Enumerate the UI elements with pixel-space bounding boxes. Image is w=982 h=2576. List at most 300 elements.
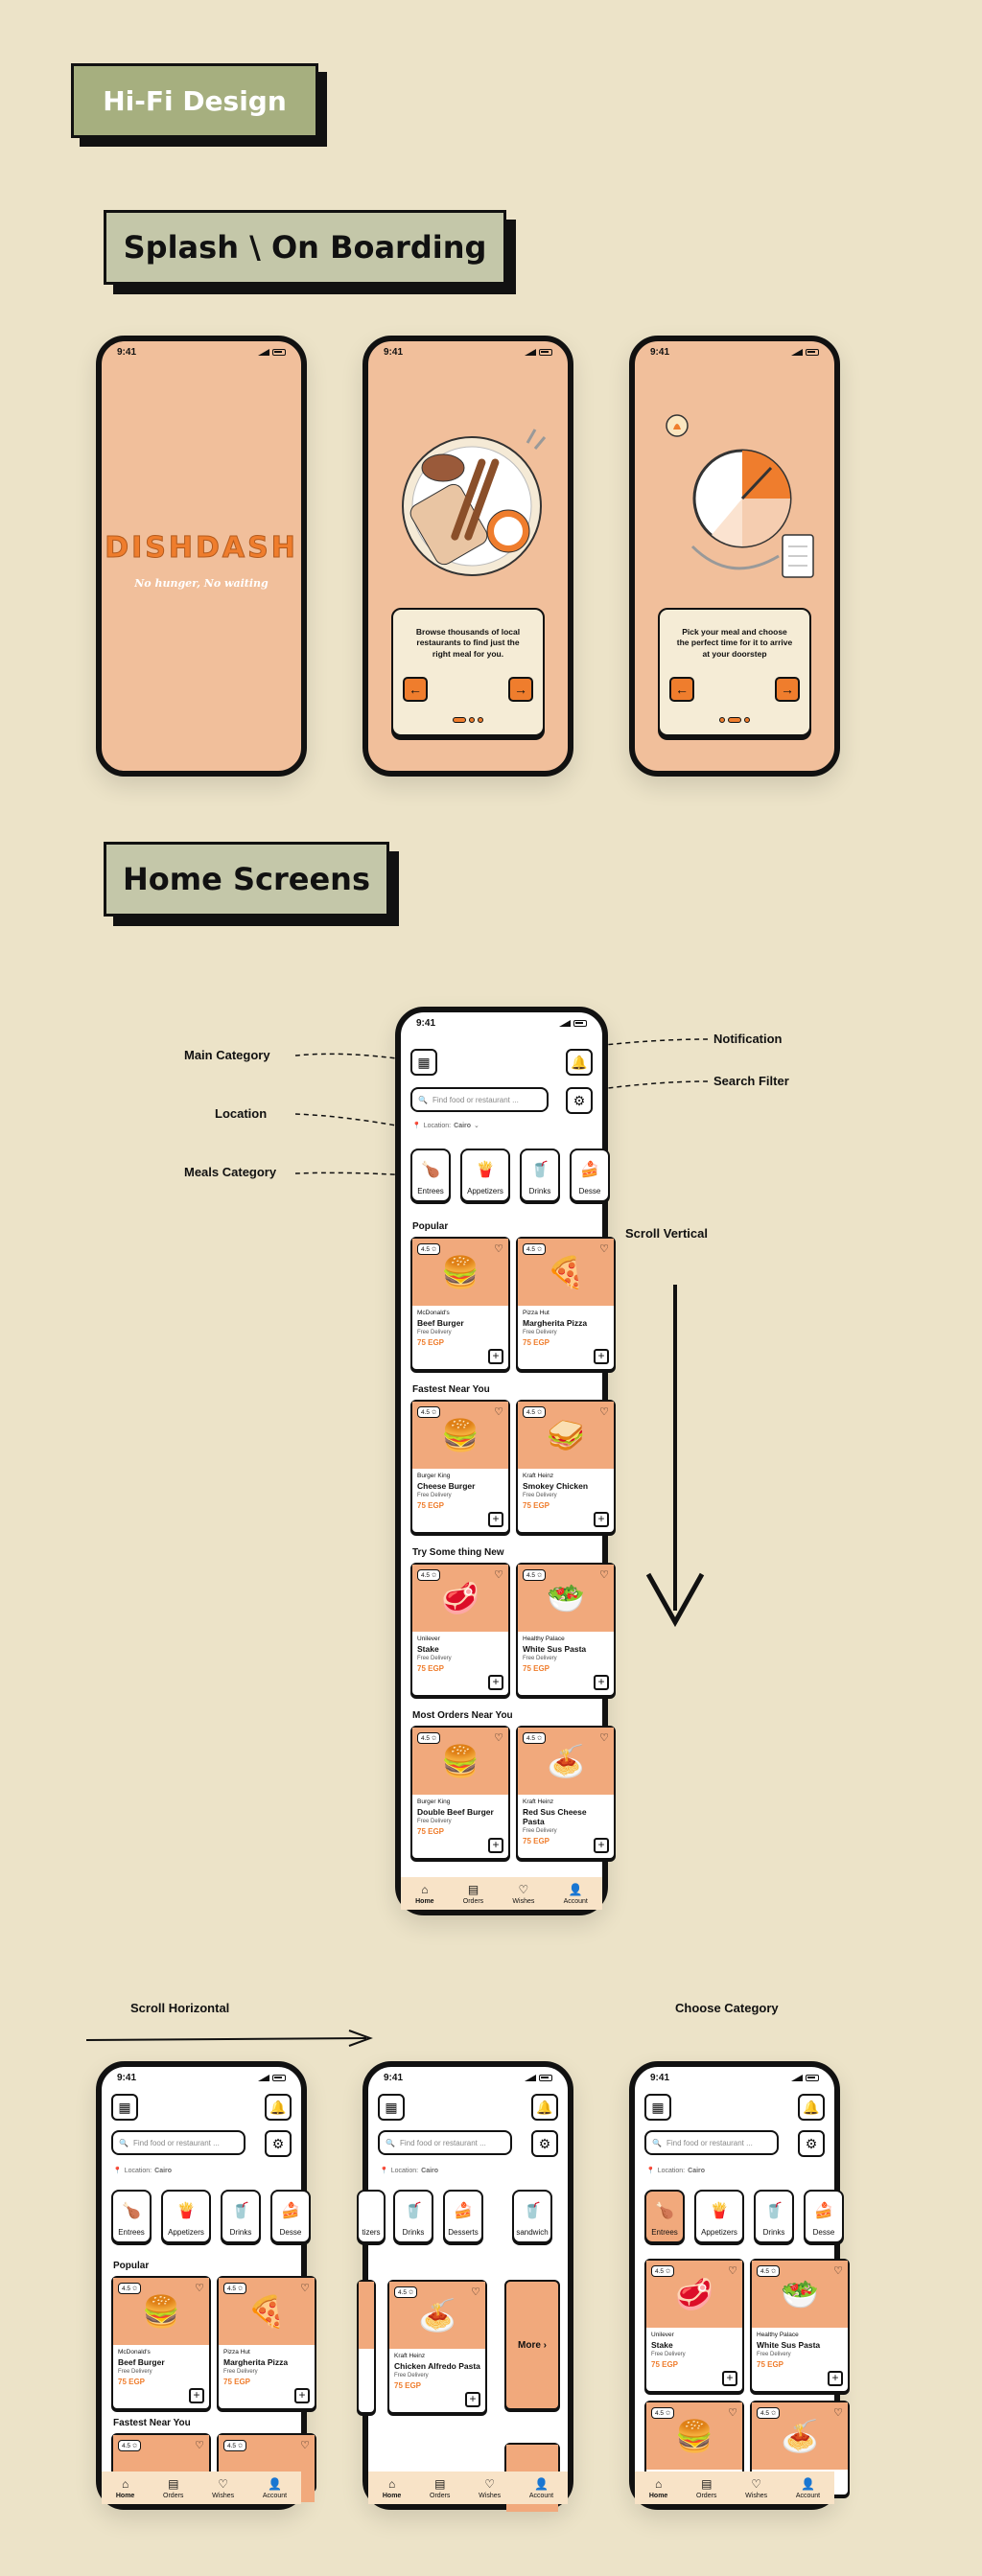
category-label: Desserts — [448, 2228, 479, 2237]
nav-wishes[interactable] — [212, 2477, 234, 2499]
food-card[interactable] — [410, 1400, 510, 1534]
pin-icon: 📍 — [380, 2168, 388, 2174]
annotation-location: Location — [215, 1106, 268, 1121]
rating-badge: 4.5 ✩ — [223, 2440, 246, 2451]
price: 75 EGP — [523, 1501, 550, 1510]
battery-icon — [573, 1020, 587, 1027]
back-button[interactable]: ← — [669, 677, 694, 702]
price: 75 EGP — [757, 2360, 784, 2369]
annotation-main-category: Main Category — [184, 1048, 270, 1062]
filter-icon: ⚙ — [271, 2135, 285, 2151]
heart-icon[interactable]: ♡ — [494, 1406, 503, 1418]
drink-icon: 🥤 — [523, 2203, 542, 2219]
nav-orders[interactable] — [163, 2477, 183, 2499]
orders-icon: ▤ — [467, 1882, 479, 1896]
nav-wishes[interactable] — [512, 1883, 534, 1905]
drink-icon: 🥤 — [764, 2203, 783, 2219]
delivery-info: Free Delivery — [523, 1828, 557, 1834]
food-card[interactable] — [410, 1563, 510, 1697]
heart-icon[interactable]: ♡ — [494, 1569, 503, 1581]
heart-icon[interactable]: ♡ — [300, 2283, 310, 2294]
search-placeholder: Find food or restaurant ... — [132, 2138, 220, 2147]
category-appetizers[interactable] — [161, 2190, 211, 2243]
food-name: Double Beef Burger — [417, 1807, 494, 1817]
food-card[interactable] — [357, 2280, 376, 2414]
food-card[interactable] — [644, 2259, 744, 2393]
food-card[interactable] — [516, 1400, 616, 1534]
category-label: Drinks — [528, 1187, 551, 1195]
location-label: Location: — [124, 2167, 152, 2174]
restaurant-name: Kraft Heinz — [523, 1799, 554, 1805]
heart-icon[interactable]: ♡ — [300, 2440, 310, 2451]
rating-badge: 4.5 ✩ — [417, 1243, 440, 1255]
delivery-info: Free Delivery — [523, 1330, 557, 1335]
price: 75 EGP — [523, 1338, 550, 1347]
food-card[interactable] — [410, 1237, 510, 1371]
heart-icon[interactable]: ♡ — [494, 1243, 503, 1255]
restaurant-name: Unilever — [417, 1636, 440, 1642]
next-button[interactable]: → — [508, 677, 533, 702]
nav-account[interactable] — [564, 1883, 588, 1905]
delivery-info: Free Delivery — [417, 1656, 452, 1661]
price: 75 EGP — [523, 1664, 550, 1673]
category-label: Entrees — [118, 2228, 145, 2237]
heart-icon[interactable]: ♡ — [599, 1406, 609, 1418]
price: 75 EGP — [394, 2381, 422, 2390]
category-desserts[interactable] — [804, 2190, 844, 2243]
heart-icon[interactable]: ♡ — [195, 2440, 204, 2451]
annotation-scroll-horizontal: Scroll Horizontal — [130, 2001, 230, 2015]
add-to-cart-button[interactable]: + — [594, 1675, 609, 1690]
food-image: 🍝 — [418, 2298, 456, 2332]
food-image: 🥩 — [441, 1581, 479, 1615]
category-label: Desse — [578, 1187, 601, 1195]
food-image: 🥗 — [547, 1581, 585, 1615]
nav-wishes[interactable] — [745, 2477, 767, 2499]
location-selector[interactable] — [113, 2167, 172, 2174]
food-image: 🍝 — [781, 2419, 819, 2453]
price: 75 EGP — [651, 2360, 679, 2369]
category-label: Drinks — [402, 2228, 425, 2237]
food-card[interactable] — [111, 2276, 211, 2410]
category-label: Appetizers — [467, 1187, 503, 1195]
drink-icon: 🥤 — [530, 1162, 549, 1178]
nav-label: Orders — [430, 2492, 451, 2499]
nav-label: Home — [415, 1897, 434, 1905]
add-to-cart-button[interactable]: + — [488, 1838, 503, 1853]
rating-badge: 4.5 ✩ — [523, 1569, 546, 1581]
food-card[interactable] — [516, 1563, 616, 1697]
rating-badge: 4.5 ✩ — [523, 1243, 546, 1255]
food-card[interactable] — [516, 1237, 616, 1371]
category-label: Desse — [279, 2228, 302, 2237]
section-title: Most Orders Near You — [412, 1710, 513, 1721]
add-to-cart-button[interactable]: + — [722, 2371, 737, 2386]
nav-label: Orders — [163, 2492, 184, 2499]
orders-icon: ▤ — [701, 2476, 713, 2491]
food-name: Beef Burger — [417, 1318, 464, 1328]
food-image: 🍝 — [547, 1744, 585, 1778]
section-title: Popular — [412, 1221, 449, 1232]
bottom-nav — [401, 1877, 602, 1910]
category-label: Appetizers — [701, 2228, 737, 2237]
home-icon: ⌂ — [654, 2476, 663, 2491]
food-card[interactable] — [387, 2280, 487, 2414]
heart-icon[interactable]: ♡ — [833, 2407, 843, 2419]
rating-badge: 4.5 ✩ — [394, 2286, 417, 2298]
restaurant-name: Unilever — [651, 2332, 674, 2338]
location-city: Cairo — [154, 2167, 173, 2174]
nav-label: Wishes — [479, 2492, 502, 2499]
bell-icon: 🔔 — [571, 1054, 588, 1070]
delivery-info: Free Delivery — [417, 1819, 452, 1824]
category-desserts[interactable] — [570, 1149, 610, 1202]
add-to-cart-button[interactable]: + — [594, 1838, 609, 1853]
search-placeholder: Find food or restaurant ... — [666, 2138, 753, 2147]
location-city: Cairo — [688, 2167, 706, 2174]
add-to-cart-button[interactable]: + — [488, 1512, 503, 1527]
dessert-icon: 🍰 — [281, 2203, 300, 2219]
category-entrees-selected[interactable] — [644, 2190, 685, 2243]
meat-icon: 🍗 — [421, 1162, 440, 1178]
add-to-cart-button[interactable]: + — [488, 1675, 503, 1690]
price: 75 EGP — [417, 1501, 445, 1510]
user-icon: 👤 — [801, 2476, 815, 2491]
food-image: 🍔 — [441, 1255, 479, 1289]
search-input[interactable] — [644, 2130, 779, 2155]
rating-badge: 4.5 ✩ — [417, 1732, 440, 1744]
category-label: Entrees — [417, 1187, 444, 1195]
category-label: Desse — [812, 2228, 835, 2237]
food-image: 🍕 — [547, 1255, 585, 1289]
rating-badge: 4.5 ✩ — [118, 2283, 141, 2294]
food-image: 🥩 — [675, 2277, 713, 2311]
bottom-nav — [102, 2472, 301, 2504]
dessert-icon: 🍰 — [580, 1162, 599, 1178]
category-label: sandwich — [516, 2228, 549, 2237]
category-appetizers[interactable] — [357, 2190, 386, 2243]
nav-label: Wishes — [745, 2492, 768, 2499]
price: 75 EGP — [118, 2378, 146, 2386]
next-button[interactable]: → — [775, 677, 800, 702]
nav-label: Orders — [696, 2492, 717, 2499]
restaurant-name: Pizza Hut — [523, 1310, 549, 1316]
heart-icon[interactable]: ♡ — [599, 1569, 609, 1581]
filter-icon: ⚙ — [538, 2135, 551, 2151]
food-image: 🍔 — [675, 2419, 713, 2453]
search-placeholder: Find food or restaurant ... — [399, 2138, 486, 2147]
restaurant-name: McDonald's — [417, 1310, 450, 1316]
rating-badge: 4.5 ✩ — [651, 2265, 674, 2277]
price: 75 EGP — [523, 1837, 550, 1845]
home-icon: ⌂ — [121, 2476, 129, 2491]
bottom-nav — [635, 2472, 834, 2504]
filter-button[interactable] — [265, 2130, 292, 2157]
location-selector[interactable] — [412, 1122, 479, 1129]
user-icon: 👤 — [568, 1882, 583, 1896]
filter-button[interactable] — [798, 2130, 825, 2157]
home-phone-main — [395, 1007, 608, 1915]
heart-icon[interactable]: ♡ — [599, 1243, 609, 1255]
rating-badge: 4.5 ✩ — [417, 1569, 440, 1581]
status-time: 9:41 — [384, 2072, 404, 2083]
restaurant-name: Kraft Heinz — [523, 1473, 554, 1479]
nav-account[interactable] — [263, 2477, 287, 2499]
heart-icon: ♡ — [484, 2476, 496, 2491]
annotation-meals-category: Meals Category — [184, 1165, 277, 1179]
nav-label: Home — [382, 2492, 402, 2499]
nav-account[interactable] — [796, 2477, 820, 2499]
restaurant-name: Healthy Palace — [523, 1636, 565, 1642]
annotation-choose-category: Choose Category — [675, 2001, 779, 2015]
food-name: White Sus Pasta — [757, 2340, 821, 2350]
onboarding-text-2: Pick your meal and choose the perfect time for it to arrive at your doorstep — [676, 627, 793, 659]
food-card[interactable] — [217, 2276, 316, 2410]
category-entrees[interactable] — [410, 1149, 451, 1202]
heart-icon[interactable]: ♡ — [728, 2407, 737, 2419]
status-time: 9:41 — [384, 346, 404, 358]
category-desserts[interactable] — [270, 2190, 311, 2243]
orders-icon: ▤ — [434, 2476, 446, 2491]
pin-icon: 📍 — [412, 1123, 421, 1129]
bottom-nav — [368, 2472, 568, 2504]
add-to-cart-button[interactable]: + — [189, 2388, 204, 2403]
notification-button[interactable] — [265, 2094, 292, 2121]
rating-badge: 4.5 ✩ — [651, 2407, 674, 2419]
location-selector[interactable] — [646, 2167, 705, 2174]
battery-icon — [806, 2075, 819, 2081]
add-to-cart-button[interactable]: + — [488, 1349, 503, 1364]
category-drinks[interactable] — [393, 2190, 433, 2243]
category-drinks[interactable] — [221, 2190, 261, 2243]
price: 75 EGP — [417, 1664, 445, 1673]
food-name: Stake — [651, 2340, 673, 2350]
restaurant-name: Kraft Heinz — [394, 2353, 426, 2359]
delivery-info: Free Delivery — [523, 1656, 557, 1661]
filter-button[interactable] — [531, 2130, 558, 2157]
category-label: Drinks — [762, 2228, 785, 2237]
battery-icon — [539, 2075, 552, 2081]
search-input[interactable] — [410, 1087, 549, 1112]
main-category-button[interactable] — [111, 2094, 138, 2121]
fries-icon: 🍟 — [476, 1162, 495, 1178]
rating-badge: 4.5 ✩ — [118, 2440, 141, 2451]
nav-label: Account — [795, 2492, 821, 2499]
fries-icon: 🍟 — [710, 2203, 729, 2219]
home-icon: ⌂ — [387, 2476, 396, 2491]
category-entrees[interactable] — [111, 2190, 152, 2243]
food-name: White Sus Pasta — [523, 1644, 587, 1654]
category-appetizers[interactable] — [694, 2190, 744, 2243]
heart-icon[interactable]: ♡ — [728, 2265, 737, 2277]
back-button[interactable]: ← — [403, 677, 428, 702]
rating-badge: 4.5 ✩ — [417, 1406, 440, 1418]
nav-account[interactable] — [529, 2477, 553, 2499]
food-name: Chicken Alfredo Pasta — [394, 2361, 480, 2371]
price: 75 EGP — [223, 2378, 251, 2386]
section-title: Fastest Near You — [113, 2418, 191, 2428]
restaurant-name: Pizza Hut — [223, 2349, 250, 2356]
nav-home[interactable] — [649, 2477, 667, 2499]
battery-icon — [272, 2075, 286, 2081]
rating-badge: 4.5 ✩ — [223, 2283, 246, 2294]
location-label: Location: — [423, 1122, 452, 1129]
dessert-icon: 🍰 — [454, 2203, 473, 2219]
heart-icon: ♡ — [218, 2476, 229, 2491]
home-phone-category-selected — [629, 2061, 843, 2510]
food-image: 🥗 — [781, 2277, 819, 2311]
delivery-info: Free Delivery — [417, 1493, 452, 1498]
food-name: Smokey Chicken — [523, 1481, 589, 1491]
category-sandwich[interactable] — [512, 2190, 552, 2243]
signal-icon — [791, 2075, 803, 2081]
nav-label: Account — [528, 2492, 554, 2499]
category-label: tizers — [362, 2228, 381, 2237]
food-image: 🍔 — [441, 1418, 479, 1452]
restaurant-name: Burger King — [417, 1799, 451, 1805]
delivery-info: Free Delivery — [223, 2369, 258, 2375]
filter-icon: ⚙ — [573, 1092, 586, 1108]
home-phone-scroll-end — [362, 2061, 573, 2510]
bell-icon: 🔔 — [536, 2099, 553, 2115]
category-drinks[interactable] — [754, 2190, 794, 2243]
food-card[interactable] — [750, 2259, 850, 2393]
notification-button[interactable] — [531, 2094, 558, 2121]
nav-orders[interactable] — [430, 2477, 450, 2499]
pin-icon: 📍 — [646, 2168, 655, 2174]
heart-icon[interactable]: ♡ — [833, 2265, 843, 2277]
grid-icon: ▦ — [118, 2099, 131, 2115]
add-to-cart-button[interactable]: + — [594, 1512, 609, 1527]
brand-tagline: No hunger, No waiting — [134, 577, 269, 590]
home-section-title: Home Screens — [104, 842, 389, 917]
meat-icon: 🍗 — [655, 2203, 674, 2219]
nav-wishes[interactable] — [479, 2477, 501, 2499]
section-title: Try Some thing New — [412, 1547, 504, 1558]
notification-button[interactable] — [798, 2094, 825, 2121]
main-category-button[interactable] — [644, 2094, 671, 2121]
food-image: 🍔 — [142, 2294, 180, 2329]
hifi-tag: Hi-Fi Design — [71, 63, 318, 138]
nav-home[interactable] — [415, 1883, 433, 1905]
signal-icon — [525, 2075, 536, 2081]
annotation-scroll-vertical: Scroll Vertical — [625, 1226, 708, 1241]
heart-icon: ♡ — [751, 2476, 762, 2491]
nav-label: Orders — [462, 1897, 484, 1905]
pin-icon: 📍 — [113, 2168, 122, 2174]
category-label: Drinks — [229, 2228, 252, 2237]
home-icon: ⌂ — [421, 1882, 429, 1896]
search-input[interactable] — [111, 2130, 246, 2155]
more-button[interactable]: More › — [504, 2280, 560, 2410]
delivery-info: Free Delivery — [118, 2369, 152, 2375]
heart-icon[interactable]: ♡ — [195, 2283, 204, 2294]
heart-icon[interactable]: ♡ — [471, 2286, 480, 2298]
main-category-button[interactable] — [410, 1049, 437, 1076]
filter-button[interactable] — [566, 1087, 593, 1114]
add-to-cart-button[interactable]: + — [828, 2371, 843, 2386]
dessert-icon: 🍰 — [814, 2203, 833, 2219]
section-title: Fastest Near You — [412, 1384, 490, 1395]
status-time: 9:41 — [650, 346, 670, 358]
food-name: Red Sus Cheese Pasta — [523, 1807, 587, 1826]
annotation-notification: Notification — [713, 1032, 783, 1046]
search-input[interactable] — [378, 2130, 512, 2155]
food-image: 🍕 — [247, 2294, 286, 2329]
section-title: Popular — [113, 2261, 150, 2271]
food-name: Beef Burger — [118, 2357, 165, 2367]
status-time: 9:41 — [117, 2072, 137, 2083]
food-name: Margherita Pizza — [223, 2357, 289, 2367]
add-to-cart-button[interactable]: + — [465, 2392, 480, 2407]
search-placeholder: Find food or restaurant ... — [432, 1095, 519, 1104]
nav-home[interactable] — [116, 2477, 134, 2499]
nav-label: Wishes — [512, 1897, 535, 1905]
signal-icon — [559, 1020, 571, 1027]
search-icon: 🔍 — [386, 2138, 395, 2147]
nav-label: Home — [115, 2492, 135, 2499]
rating-badge: 4.5 ✩ — [757, 2265, 780, 2277]
location-label: Location: — [657, 2167, 686, 2174]
delivery-info: Free Delivery — [394, 2373, 429, 2379]
delivery-info: Free Delivery — [757, 2352, 791, 2357]
meat-icon: 🍗 — [122, 2203, 141, 2219]
restaurant-name: Healthy Palace — [757, 2332, 799, 2338]
annotation-search-filter: Search Filter — [713, 1074, 789, 1088]
drink-icon: 🥤 — [404, 2203, 423, 2219]
signal-icon — [258, 2075, 269, 2081]
add-to-cart-button[interactable]: + — [594, 1349, 609, 1364]
food-name: Cheese Burger — [417, 1481, 476, 1491]
category-drinks[interactable] — [520, 1149, 560, 1202]
rating-badge: 4.5 ✩ — [523, 1732, 546, 1744]
search-icon: 🔍 — [652, 2138, 662, 2147]
location-city: Cairo — [421, 2167, 439, 2174]
category-label: Entrees — [651, 2228, 678, 2237]
nav-orders[interactable] — [463, 1883, 483, 1905]
nav-orders[interactable] — [696, 2477, 716, 2499]
chevron-down-icon: ⌄ — [474, 1123, 479, 1129]
heart-icon: ♡ — [518, 1882, 529, 1896]
nav-home[interactable] — [383, 2477, 401, 2499]
heart-icon[interactable]: ♡ — [494, 1732, 503, 1744]
bell-icon: 🔔 — [269, 2099, 287, 2115]
food-card[interactable] — [410, 1726, 510, 1860]
category-appetizers[interactable] — [460, 1149, 510, 1202]
nav-label: Wishes — [212, 2492, 235, 2499]
splash-section-title: Splash \ On Boarding — [104, 210, 506, 285]
delivery-info: Free Delivery — [651, 2352, 686, 2357]
price: 75 EGP — [417, 1338, 445, 1347]
status-time: 9:41 — [416, 1017, 436, 1029]
notification-button[interactable] — [566, 1049, 593, 1076]
add-to-cart-button[interactable]: + — [294, 2388, 310, 2403]
location-selector[interactable] — [380, 2167, 438, 2174]
heart-icon[interactable]: ♡ — [599, 1732, 609, 1744]
delivery-info: Free Delivery — [417, 1330, 452, 1335]
category-label: Appetizers — [168, 2228, 204, 2237]
category-desserts[interactable] — [443, 2190, 483, 2243]
search-icon: 🔍 — [418, 1095, 428, 1104]
nav-label: Home — [648, 2492, 668, 2499]
nav-label: Account — [262, 2492, 288, 2499]
food-name: Margherita Pizza — [523, 1318, 588, 1328]
main-category-button[interactable] — [378, 2094, 405, 2121]
location-city: Cairo — [454, 1122, 472, 1129]
restaurant-name: McDonald's — [118, 2349, 151, 2356]
food-name: Stake — [417, 1644, 439, 1654]
food-card[interactable] — [516, 1726, 616, 1860]
